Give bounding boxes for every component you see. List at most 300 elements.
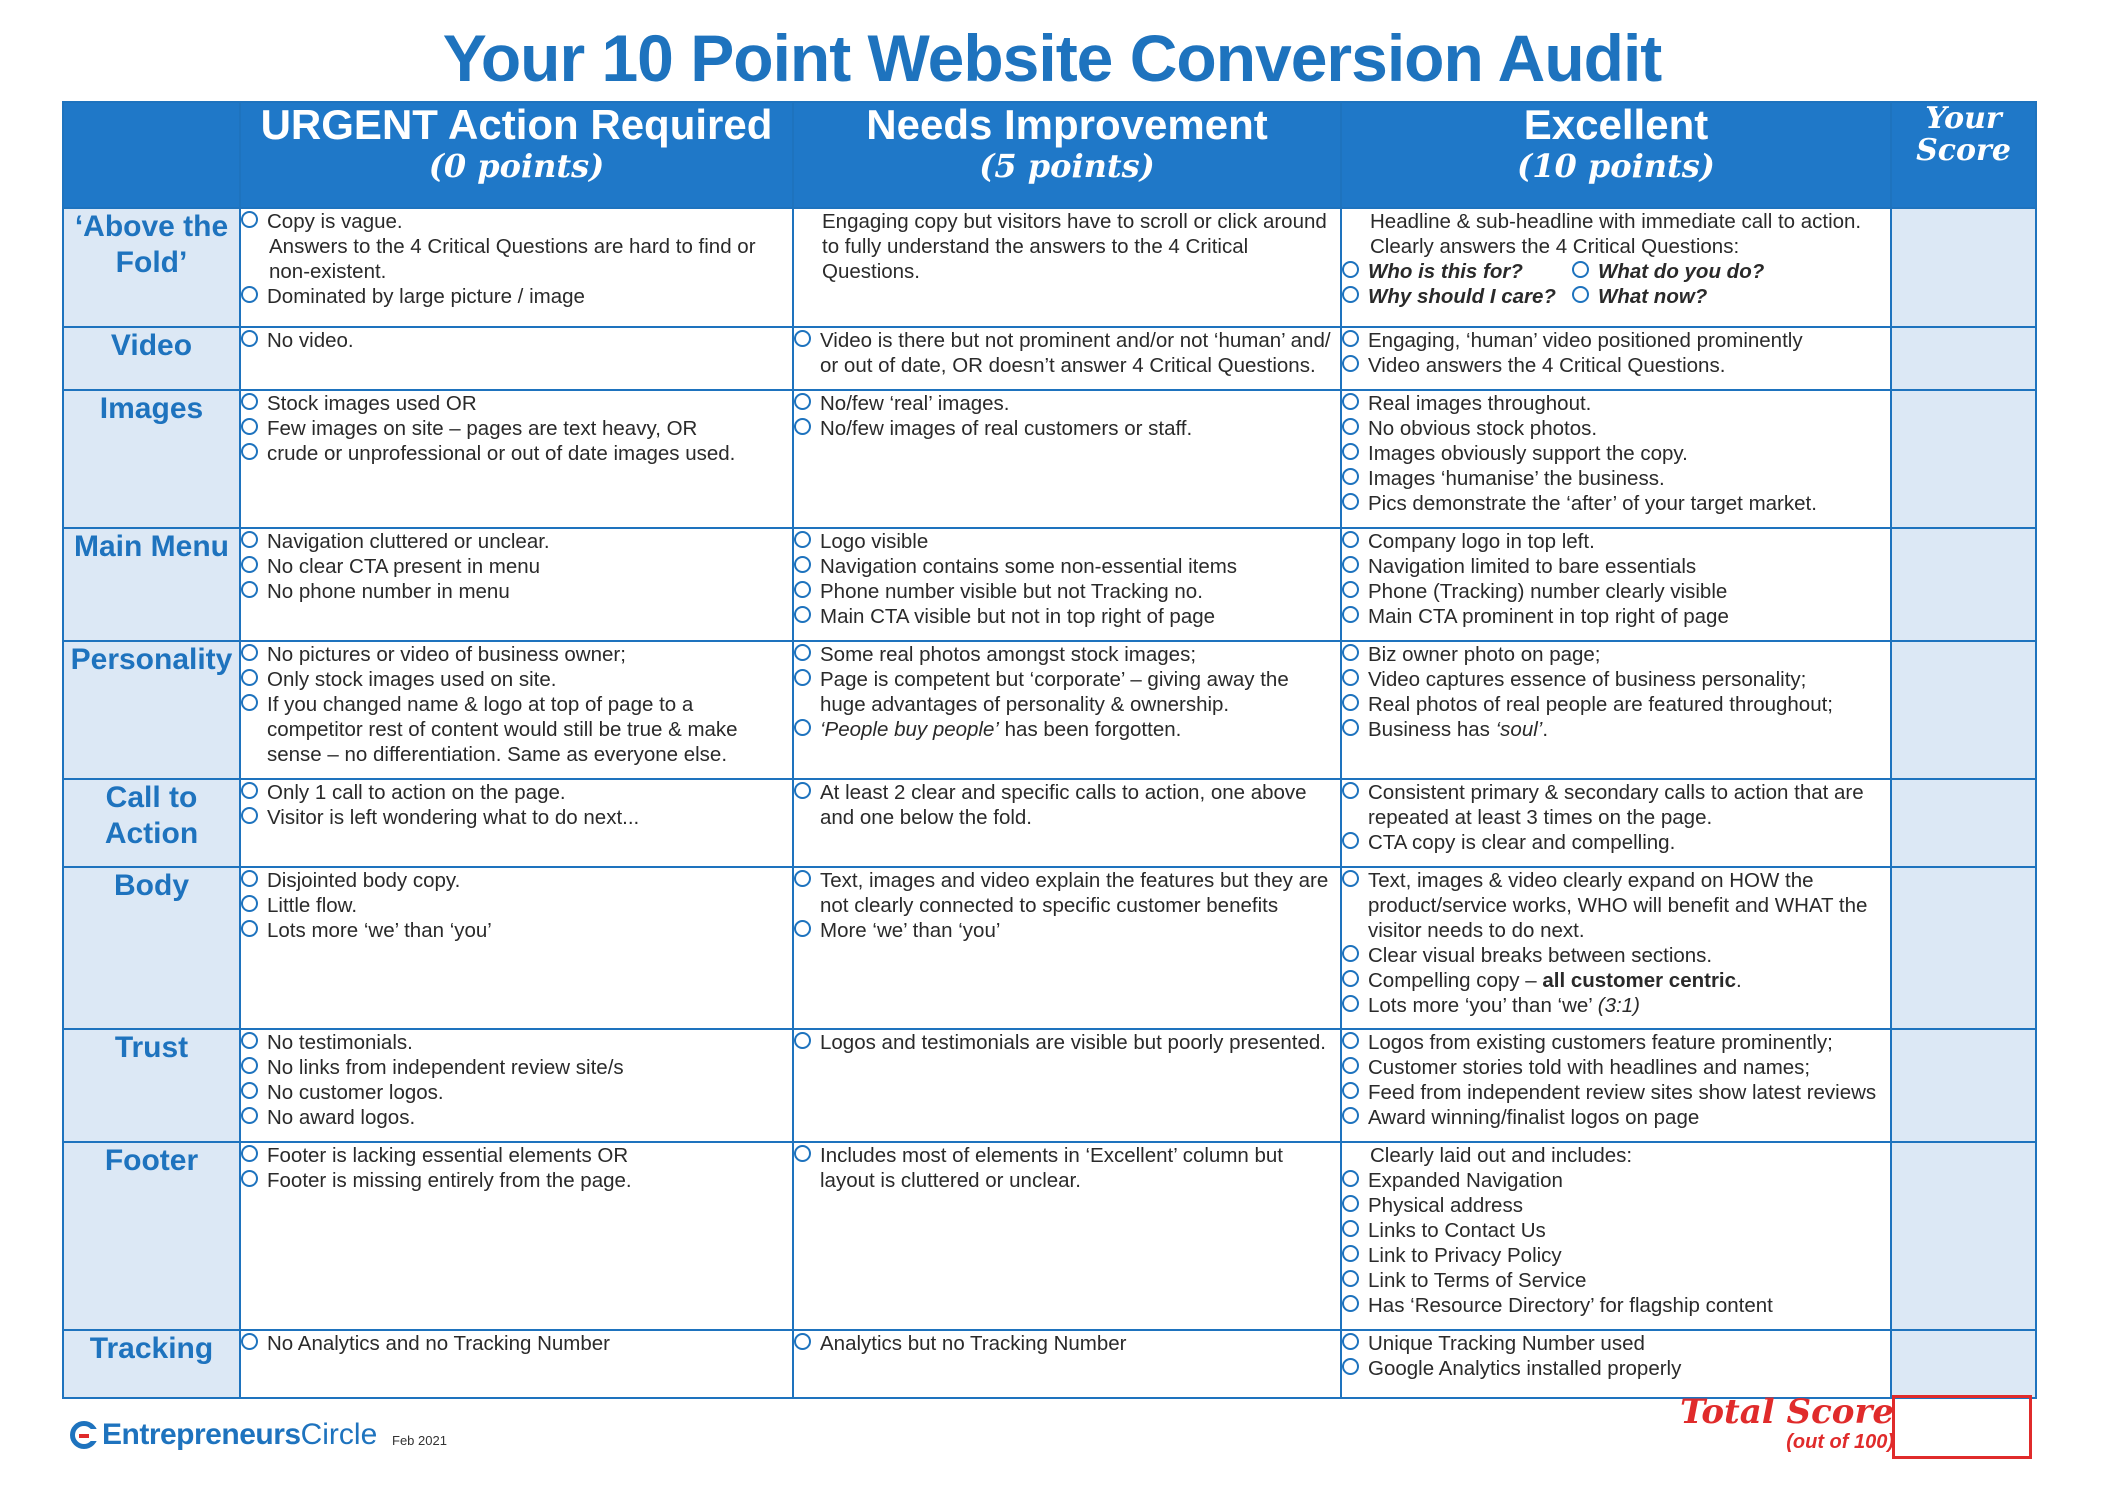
brand-name-light: Circle <box>300 1418 378 1451</box>
row-body <box>63 867 2036 1029</box>
category-label: Call to Action <box>63 779 240 867</box>
checkbox-icon[interactable] <box>794 418 811 435</box>
category-label: Main Menu <box>63 528 240 641</box>
checklist-item[interactable] <box>1342 943 1890 968</box>
item-text: Real images throughout. <box>1368 392 1592 415</box>
checkbox-icon[interactable] <box>1342 261 1359 278</box>
item-text: Business has <box>1368 718 1496 741</box>
header-score-line2: Score <box>1916 132 2011 168</box>
item-text: Google Analytics installed properly <box>1368 1357 1682 1380</box>
item-text: Disjointed body copy. <box>267 869 461 892</box>
checklist-item[interactable] <box>794 780 1340 830</box>
checklist-item[interactable] <box>794 604 1340 629</box>
checkbox-icon[interactable] <box>1572 261 1589 278</box>
checklist-item[interactable] <box>241 1105 792 1130</box>
checkbox-icon[interactable] <box>1342 355 1359 372</box>
checklist-item[interactable] <box>1342 491 1890 516</box>
needs-cell <box>793 390 1341 528</box>
item-text: Clearly laid out and includes: <box>1370 1144 1633 1167</box>
header-row <box>63 102 2036 208</box>
category-label: Images <box>63 390 240 528</box>
checklist-item[interactable] <box>1342 717 1890 742</box>
checklist-item[interactable] <box>241 805 792 830</box>
item-text: Video is there but not prominent and/or not ‘human’ and/ or out of date, OR doesn’t answer 4 Critical Questions. <box>820 329 1331 377</box>
checklist-item[interactable] <box>794 667 1340 717</box>
header-needs-title: Needs Improvement <box>866 101 1268 148</box>
checklist-item[interactable] <box>1342 529 1890 554</box>
header-needs <box>793 102 1341 208</box>
checklist-item[interactable] <box>241 416 792 441</box>
checkbox-icon[interactable] <box>1342 286 1359 303</box>
excellent-cell <box>1341 1142 1891 1330</box>
checkbox-icon[interactable] <box>241 556 258 573</box>
checkbox-icon[interactable] <box>1342 443 1359 460</box>
item-text: No customer logos. <box>267 1081 444 1104</box>
checkbox-icon[interactable] <box>794 556 811 573</box>
checklist-item[interactable] <box>241 284 792 309</box>
needs-cell <box>793 1142 1341 1330</box>
checkbox-icon[interactable] <box>241 1170 258 1187</box>
urgent-cell <box>240 779 793 867</box>
excellent-cell <box>1341 779 1891 867</box>
checklist-item[interactable] <box>794 1143 1340 1193</box>
checkbox-icon[interactable] <box>1342 1245 1359 1262</box>
checklist-item[interactable] <box>1342 1356 1890 1381</box>
item-text: Text, images and video explain the features but they are not clearly connected to specific customer benefits <box>820 869 1329 917</box>
brand-name-bold: Entrepreneurs <box>102 1418 301 1451</box>
item-text: No award logos. <box>267 1106 416 1129</box>
checkbox-icon[interactable] <box>794 531 811 548</box>
checkbox-icon[interactable] <box>1342 870 1359 887</box>
checklist-item[interactable] <box>1342 1193 1890 1218</box>
item-text: Text, images & video clearly expand on HOW the product/service works, WHO will benefit and WHAT the visitor needs to do next. <box>1368 869 1868 942</box>
item-text: Lots more ‘you’ than ‘we’ <box>1368 994 1598 1017</box>
total-score-title: Total Score <box>1679 1392 1894 1432</box>
checkbox-icon[interactable] <box>1342 995 1359 1012</box>
checklist-item[interactable] <box>1342 579 1890 604</box>
urgent-cell <box>240 641 793 779</box>
checkbox-icon[interactable] <box>1342 1057 1359 1074</box>
checklist-item[interactable] <box>1342 667 1890 692</box>
item-text: What now? <box>1598 285 1708 308</box>
checkbox-icon[interactable] <box>1342 1082 1359 1099</box>
checkbox-icon[interactable] <box>1342 493 1359 510</box>
checklist-item[interactable] <box>794 1030 1340 1055</box>
checklist-item[interactable] <box>241 579 792 604</box>
header-score-line1: Your <box>1925 101 2002 136</box>
checklist-item[interactable] <box>1342 1168 1890 1193</box>
checkbox-icon[interactable] <box>794 330 811 347</box>
checklist-item[interactable] <box>241 780 792 805</box>
row-video <box>63 327 2036 390</box>
checklist-item[interactable] <box>241 391 792 416</box>
checklist-item[interactable] <box>1342 1080 1890 1105</box>
item-text-bold: all customer centric <box>1542 969 1737 992</box>
checkbox-icon[interactable] <box>1342 581 1359 598</box>
checkbox-icon[interactable] <box>241 807 258 824</box>
item-text: No Analytics and no Tracking Number <box>267 1332 610 1355</box>
brand-logo-icon <box>70 1421 98 1449</box>
checklist-item[interactable] <box>241 1168 792 1193</box>
checkbox-icon[interactable] <box>241 920 258 937</box>
item-text: Footer is lacking essential elements OR <box>267 1144 629 1167</box>
checklist-item[interactable] <box>794 391 1340 416</box>
header-urgent-points: (0 points) <box>428 147 605 186</box>
checkbox-icon[interactable] <box>1342 945 1359 962</box>
checklist-item[interactable] <box>794 717 1340 742</box>
item-text: Biz owner photo on page; <box>1368 643 1601 666</box>
checklist-item[interactable] <box>794 642 1340 667</box>
checklist-item[interactable] <box>1342 554 1890 579</box>
checkbox-icon[interactable] <box>1342 531 1359 548</box>
question-item[interactable] <box>1342 259 1572 284</box>
checklist-item[interactable] <box>241 692 792 767</box>
category-label: Body <box>63 867 240 1029</box>
score-cell[interactable] <box>1891 867 2036 1029</box>
checkbox-icon[interactable] <box>241 286 258 303</box>
checklist-item[interactable] <box>794 868 1340 918</box>
item-text: Stock images used OR <box>267 392 477 415</box>
checkbox-icon[interactable] <box>1342 1270 1359 1287</box>
checklist-item[interactable] <box>794 328 1340 378</box>
checklist-item[interactable] <box>794 416 1340 441</box>
checklist-item[interactable] <box>241 1080 792 1105</box>
checkbox-icon[interactable] <box>1342 468 1359 485</box>
item-text: Main CTA visible but not in top right of page <box>820 605 1216 628</box>
item-text: Includes most of elements in ‘Excellent’ column but layout is cluttered or unclear. <box>820 1144 1283 1192</box>
row-footer <box>63 1142 2036 1330</box>
category-label: Video <box>63 327 240 390</box>
needs-cell <box>793 641 1341 779</box>
item-text: Customer stories told with headlines and names; <box>1368 1056 1811 1079</box>
header-blank <box>63 102 240 208</box>
item-text: No video. <box>267 329 354 352</box>
item-text-italic: ‘People buy people’ <box>820 718 999 741</box>
urgent-cell <box>240 390 793 528</box>
checklist-item[interactable] <box>1342 830 1890 855</box>
checkbox-icon[interactable] <box>241 1145 258 1162</box>
checklist-item[interactable] <box>1342 1268 1890 1293</box>
item-text: Unique Tracking Number used <box>1368 1332 1645 1355</box>
checkbox-icon[interactable] <box>241 211 258 228</box>
checklist-item[interactable] <box>1342 604 1890 629</box>
checkbox-icon[interactable] <box>794 920 811 937</box>
header-excellent-title: Excellent <box>1523 101 1709 148</box>
checkbox-icon[interactable] <box>1342 606 1359 623</box>
checkbox-icon[interactable] <box>1342 1107 1359 1124</box>
item-text: Dominated by large picture / image <box>267 285 585 308</box>
checklist-item[interactable] <box>241 1143 792 1168</box>
score-cell[interactable] <box>1891 641 2036 779</box>
checkbox-icon[interactable] <box>241 782 258 799</box>
question-item[interactable] <box>1342 284 1572 309</box>
excellent-cell <box>1341 641 1891 779</box>
urgent-cell <box>240 867 793 1029</box>
checkbox-icon[interactable] <box>794 1032 811 1049</box>
checklist-item[interactable] <box>1342 868 1890 943</box>
checkbox-icon[interactable] <box>241 1032 258 1049</box>
checkbox-icon[interactable] <box>1342 719 1359 736</box>
item-text: Analytics but no Tracking Number <box>820 1332 1127 1355</box>
item-text: Video answers the 4 Critical Questions. <box>1368 354 1726 377</box>
checkbox-icon[interactable] <box>1342 1333 1359 1350</box>
checkbox-icon[interactable] <box>794 719 811 736</box>
item-text: CTA copy is clear and compelling. <box>1368 831 1676 854</box>
item-text: Video captures essence of business personality; <box>1368 668 1807 691</box>
item-text: Link to Privacy Policy <box>1368 1244 1562 1267</box>
excellent-cell <box>1341 867 1891 1029</box>
total-score-label <box>1680 1394 1894 1454</box>
item-text: Real photos of real people are featured throughout; <box>1368 693 1833 716</box>
checkbox-icon[interactable] <box>1342 418 1359 435</box>
checkbox-icon[interactable] <box>241 694 258 711</box>
checkbox-icon[interactable] <box>1342 782 1359 799</box>
row-tracking <box>63 1330 2036 1398</box>
excellent-cell <box>1341 528 1891 641</box>
checklist-item[interactable] <box>241 868 792 893</box>
checkbox-icon[interactable] <box>241 895 258 912</box>
checkbox-icon[interactable] <box>1342 1358 1359 1375</box>
checklist-item[interactable] <box>241 441 792 466</box>
checklist-item[interactable] <box>241 1331 792 1356</box>
checklist-item[interactable] <box>794 554 1340 579</box>
checklist-item[interactable] <box>1342 1218 1890 1243</box>
checkbox-icon[interactable] <box>241 418 258 435</box>
score-cell[interactable] <box>1891 208 2036 327</box>
checklist-item[interactable] <box>241 328 792 353</box>
item-text: No/few ‘real’ images. <box>820 392 1010 415</box>
checkbox-icon[interactable] <box>241 443 258 460</box>
item-text: Some real photos amongst stock images; <box>820 643 1197 666</box>
item-text: Logo visible <box>820 530 929 553</box>
item-text: Feed from independent review sites show latest reviews <box>1368 1081 1877 1104</box>
total-score-subtitle: (out of 100) <box>1786 1431 1894 1454</box>
checklist-item[interactable] <box>1342 1331 1890 1356</box>
checklist-item[interactable] <box>241 642 792 667</box>
row-main-menu <box>63 528 2036 641</box>
checklist-item[interactable] <box>1342 466 1890 491</box>
item-text: Who is this for? <box>1368 260 1523 283</box>
item-text: No pictures or video of business owner; <box>267 643 626 666</box>
checklist-item[interactable] <box>1342 1055 1890 1080</box>
header-score <box>1891 102 2036 208</box>
header-needs-points: (5 points) <box>979 147 1155 186</box>
item-text: Link to Terms of Service <box>1368 1269 1587 1292</box>
item-text: Why should I care? <box>1368 285 1556 308</box>
item-text: Clearly answers the 4 Critical Questions: <box>1370 235 1740 258</box>
item-text: No testimonials. <box>267 1031 413 1054</box>
checklist-item[interactable] <box>1342 391 1890 416</box>
item-text: Company logo in top left. <box>1368 530 1595 553</box>
checklist-item[interactable] <box>1342 993 1890 1018</box>
score-cell[interactable] <box>1891 1330 2036 1398</box>
document-date: Feb 2021 <box>392 1433 447 1448</box>
item-text: . <box>1736 969 1742 992</box>
checkbox-icon[interactable] <box>794 782 811 799</box>
urgent-cell <box>240 1142 793 1330</box>
header-excellent-points: (10 points) <box>1517 147 1715 186</box>
item-text: Images ‘humanise’ the business. <box>1368 467 1665 490</box>
checklist-item[interactable] <box>1342 1293 1890 1318</box>
item-text-italic: ‘soul’ <box>1495 718 1543 741</box>
score-cell[interactable] <box>1891 779 2036 867</box>
checkbox-icon[interactable] <box>794 393 811 410</box>
item-text: Pics demonstrate the ‘after’ of your target market. <box>1368 492 1817 515</box>
category-label: Trust <box>63 1029 240 1142</box>
row-call-to-action <box>63 779 2036 867</box>
checklist-item[interactable] <box>794 529 1340 554</box>
checklist-item[interactable] <box>1342 328 1890 353</box>
checkbox-icon[interactable] <box>1342 1220 1359 1237</box>
item-text: Copy is vague. <box>267 210 403 233</box>
checkbox-icon[interactable] <box>241 330 258 347</box>
item-text: . <box>1542 718 1549 741</box>
item-text: Consistent primary & secondary calls to action that are repeated at least 3 times on the page. <box>1368 781 1864 829</box>
urgent-cell <box>240 1029 793 1142</box>
checklist-item[interactable] <box>794 1331 1340 1356</box>
checklist-item[interactable] <box>241 529 792 554</box>
checklist-item[interactable] <box>241 554 792 579</box>
checkbox-icon[interactable] <box>1342 1295 1359 1312</box>
category-label: Personality <box>63 641 240 779</box>
item-text: Phone (Tracking) number clearly visible <box>1368 580 1728 603</box>
excellent-cell <box>1341 390 1891 528</box>
total-score-box[interactable] <box>1892 1395 2032 1459</box>
item-text: If you changed name & logo at top of page to a competitor rest of content would still be true & make sense – no differentiation. Same as everyone else. <box>267 693 738 766</box>
item-text: Footer is missing entirely from the page. <box>267 1169 632 1192</box>
checklist-item[interactable] <box>1342 1105 1890 1130</box>
item-text: Headline & sub-headline with immediate call to action. <box>1370 210 1862 233</box>
checkbox-icon[interactable] <box>1342 1170 1359 1187</box>
checkbox-icon[interactable] <box>1342 330 1359 347</box>
score-cell[interactable] <box>1891 1142 2036 1330</box>
checklist-item[interactable] <box>794 918 1340 943</box>
checklist-item[interactable] <box>1342 353 1890 378</box>
excellent-cell <box>1341 1029 1891 1142</box>
item-text: Clear visual breaks between sections. <box>1368 944 1713 967</box>
row-images <box>63 390 2036 528</box>
item-text: Navigation contains some non-essential items <box>820 555 1238 578</box>
checkbox-icon[interactable] <box>794 644 811 661</box>
checkbox-icon[interactable] <box>794 606 811 623</box>
checklist-item[interactable] <box>1342 780 1890 830</box>
checklist-item[interactable] <box>1342 642 1890 667</box>
category-label: ‘Above the Fold’ <box>63 208 240 327</box>
item-text: What do you do? <box>1598 260 1765 283</box>
checkbox-icon[interactable] <box>241 1333 258 1350</box>
checklist-item[interactable] <box>794 579 1340 604</box>
checkbox-icon[interactable] <box>794 581 811 598</box>
checkbox-icon[interactable] <box>1342 832 1359 849</box>
checkbox-icon[interactable] <box>241 581 258 598</box>
excellent-cell <box>1341 208 1891 327</box>
checklist-item[interactable] <box>1342 1243 1890 1268</box>
checkbox-icon[interactable] <box>1342 393 1359 410</box>
question-item[interactable] <box>1572 284 1802 309</box>
checklist-item[interactable] <box>1342 1030 1890 1055</box>
checklist-item[interactable] <box>1342 416 1890 441</box>
urgent-cell <box>240 1330 793 1398</box>
item-text: Logos from existing customers feature prominently; <box>1368 1031 1833 1054</box>
checklist-item[interactable] <box>241 1030 792 1055</box>
item-text: No clear CTA present in menu <box>267 555 541 578</box>
category-label: Footer <box>63 1142 240 1330</box>
checkbox-icon[interactable] <box>794 870 811 887</box>
score-cell[interactable] <box>1891 528 2036 641</box>
item-text: Page is competent but ‘corporate’ – giving away the huge advantages of personality & ownership. <box>820 668 1289 716</box>
checkbox-icon[interactable] <box>1572 286 1589 303</box>
checkbox-icon[interactable] <box>241 669 258 686</box>
item-text: More ‘we’ than ‘you’ <box>820 919 1001 942</box>
score-cell[interactable] <box>1891 327 2036 390</box>
urgent-cell <box>240 327 793 390</box>
item-text: Links to Contact Us <box>1368 1219 1546 1242</box>
checklist-item[interactable] <box>241 209 792 234</box>
checkbox-icon[interactable] <box>794 1333 811 1350</box>
needs-cell <box>793 528 1341 641</box>
checkbox-icon[interactable] <box>241 1057 258 1074</box>
item-text: crude or unprofessional or out of date images used. <box>267 442 736 465</box>
excellent-cell <box>1341 1330 1891 1398</box>
score-cell[interactable] <box>1891 390 2036 528</box>
checkbox-icon[interactable] <box>794 669 811 686</box>
checklist-item[interactable] <box>1342 968 1890 993</box>
checkbox-icon[interactable] <box>1342 970 1359 987</box>
item-text: Navigation limited to bare essentials <box>1368 555 1697 578</box>
item-text: Answers to the 4 Critical Questions are hard to find or non-existent. <box>269 235 756 283</box>
checklist-item[interactable] <box>1342 692 1890 717</box>
checklist-item[interactable] <box>241 918 792 943</box>
item-text: has been forgotten. <box>998 718 1182 741</box>
item-text: Has ‘Resource Directory’ for flagship content <box>1368 1294 1773 1317</box>
item-text: Navigation cluttered or unclear. <box>267 530 550 553</box>
question-item[interactable] <box>1572 259 1802 284</box>
needs-cell <box>793 1330 1341 1398</box>
needs-cell <box>793 867 1341 1029</box>
score-cell[interactable] <box>1891 1029 2036 1142</box>
row-personality <box>63 641 2036 779</box>
checkbox-icon[interactable] <box>241 1107 258 1124</box>
brand-logo <box>70 1418 377 1452</box>
checklist-item[interactable] <box>241 667 792 692</box>
checklist-item[interactable] <box>241 1055 792 1080</box>
header-excellent <box>1341 102 1891 208</box>
checklist-item[interactable] <box>241 893 792 918</box>
needs-cell <box>793 208 1341 327</box>
checklist-item[interactable] <box>1342 441 1890 466</box>
checkbox-icon[interactable] <box>1342 556 1359 573</box>
checkbox-icon[interactable] <box>1342 669 1359 686</box>
checkbox-icon[interactable] <box>1342 694 1359 711</box>
checkbox-icon[interactable] <box>1342 644 1359 661</box>
checkbox-icon[interactable] <box>241 1082 258 1099</box>
checkbox-icon[interactable] <box>241 393 258 410</box>
item-text: Few images on site – pages are text heavy, OR <box>267 417 698 440</box>
item-text: Images obviously support the copy. <box>1368 442 1688 465</box>
checkbox-icon[interactable] <box>241 870 258 887</box>
row-trust <box>63 1029 2036 1142</box>
checkbox-icon[interactable] <box>241 644 258 661</box>
checkbox-icon[interactable] <box>794 1145 811 1162</box>
checkbox-icon[interactable] <box>1342 1195 1359 1212</box>
item-text: No links from independent review site/s <box>267 1056 624 1079</box>
checkbox-icon[interactable] <box>1342 1032 1359 1049</box>
item-text: At least 2 clear and specific calls to action, one above and one below the fold. <box>820 781 1307 829</box>
checkbox-icon[interactable] <box>241 531 258 548</box>
row-above-fold <box>63 208 2036 327</box>
header-urgent-title: URGENT Action Required <box>260 101 773 148</box>
needs-cell <box>793 1029 1341 1142</box>
